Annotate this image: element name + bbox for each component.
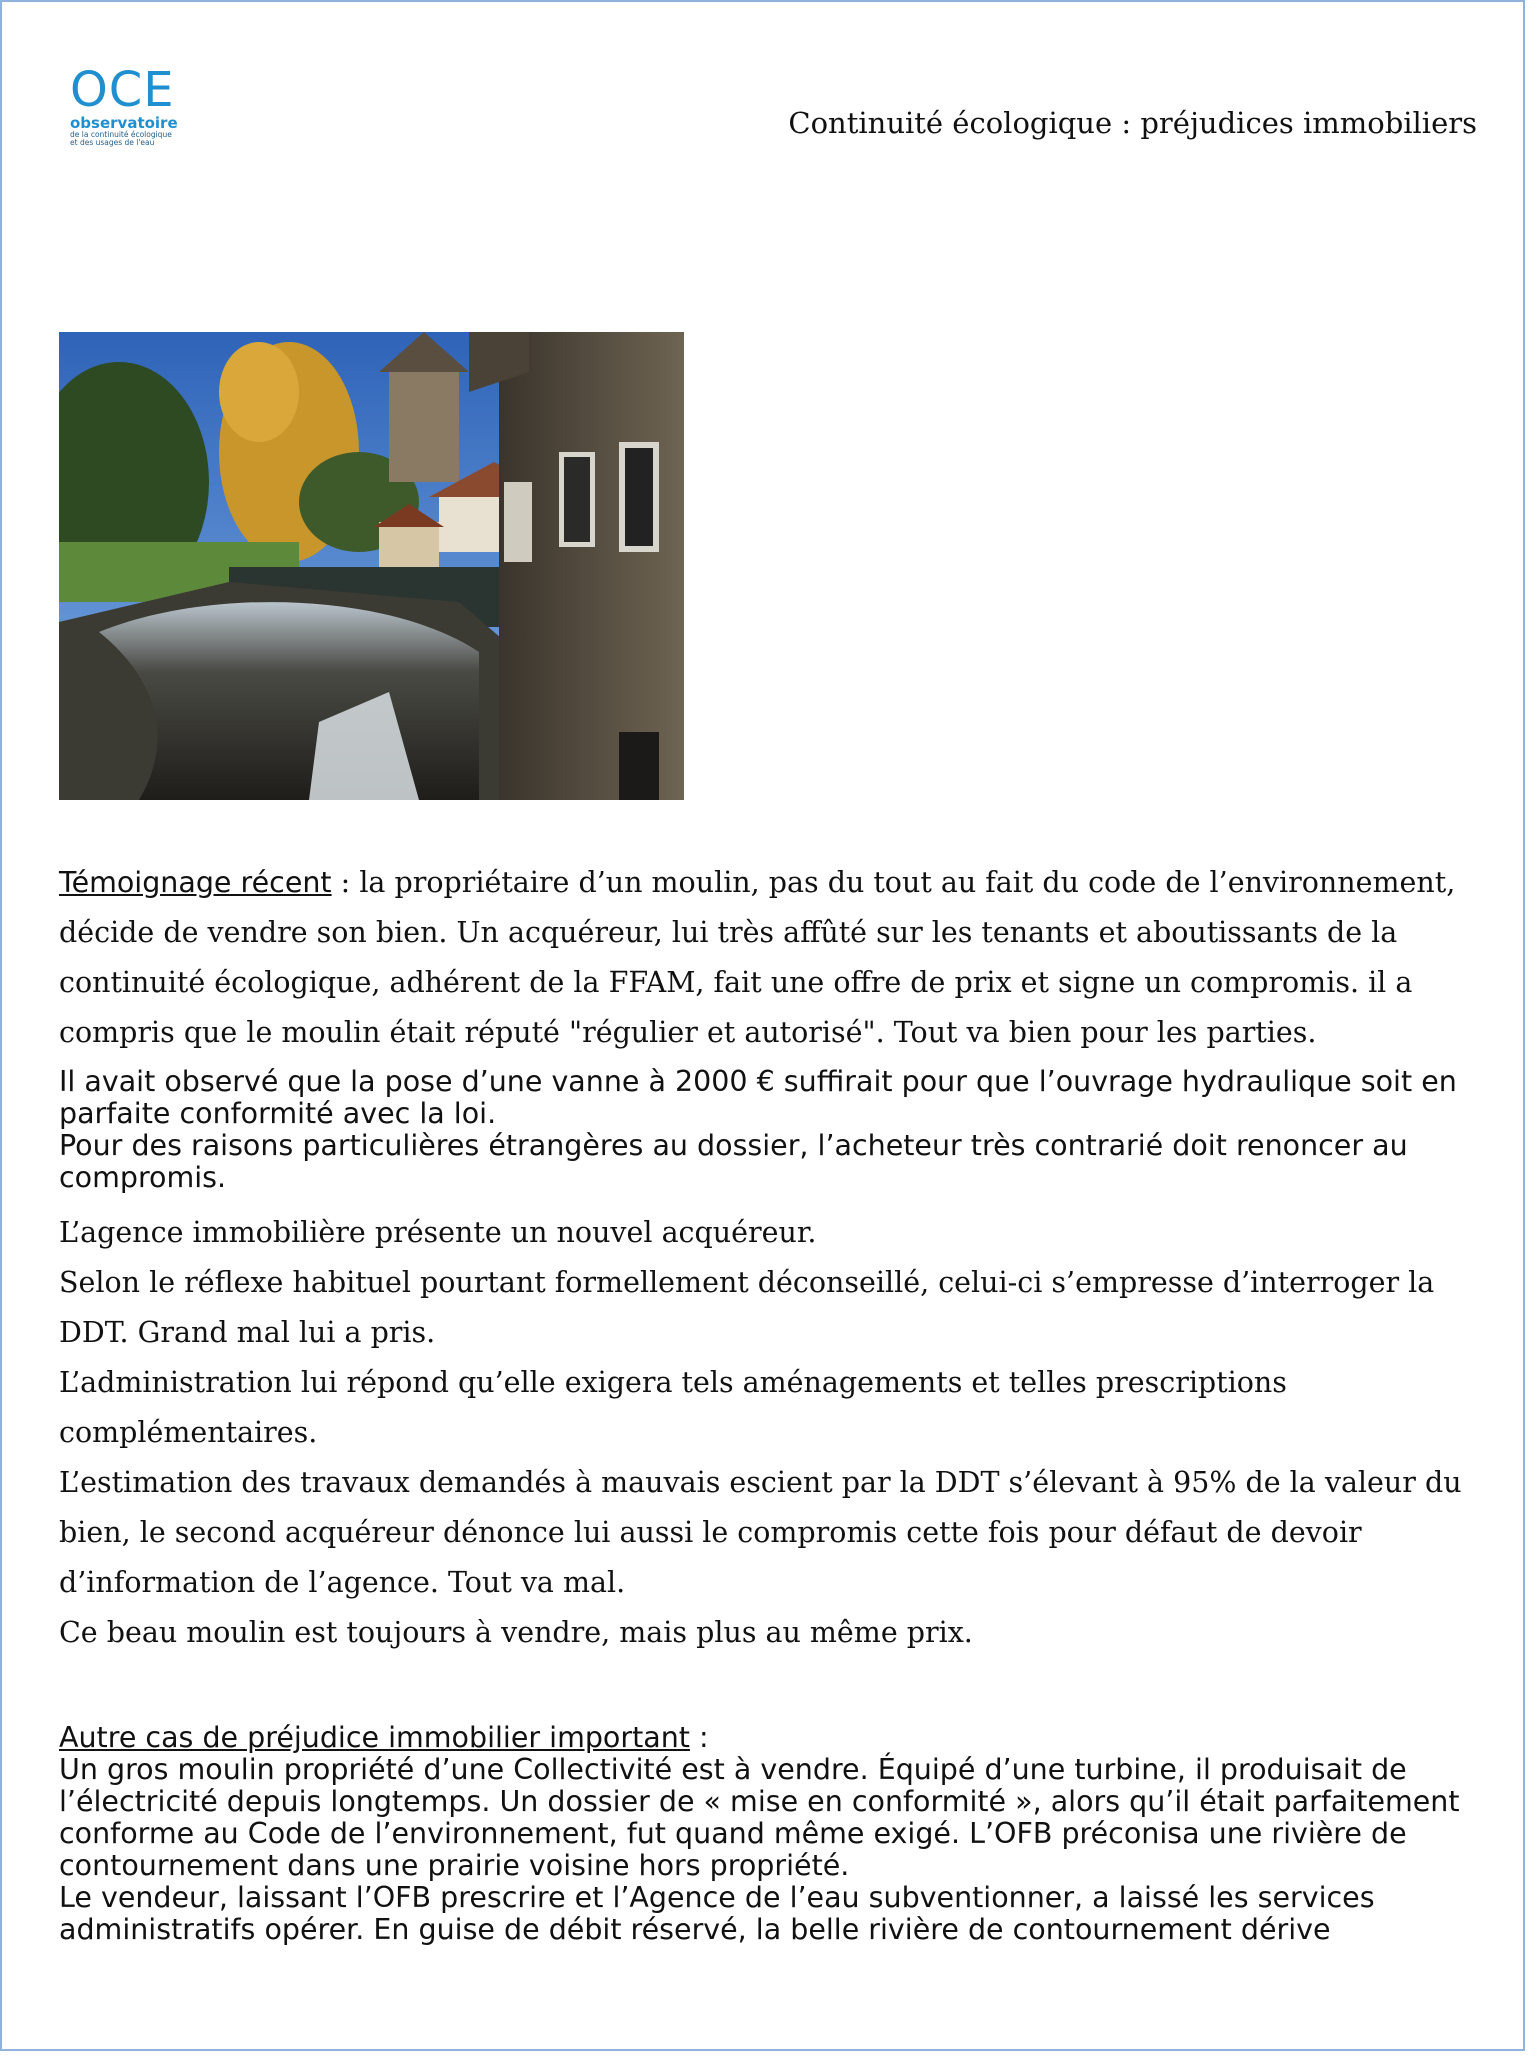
mill-weir-photo-icon bbox=[59, 332, 684, 800]
other-case-colon: : bbox=[689, 1721, 709, 1754]
testimony-label: Témoignage récent bbox=[59, 866, 332, 899]
oce-logo bbox=[70, 62, 190, 147]
page-title: Continuité écologique : préjudices immobiliers bbox=[788, 106, 1477, 140]
paragraph-line: L’agence immobilière présente un nouvel acquéreur. bbox=[59, 1216, 817, 1249]
paragraph-valve: Il avait observé que la pose d’une vanne à 2000 € suffirait pour que l’ouvrage hydraulique soit en parfaite conformité avec la loi. bbox=[59, 1065, 1457, 1130]
paragraph-other-case bbox=[59, 1722, 1479, 1754]
logo-text: OCE bbox=[70, 62, 175, 118]
mill-weir-photo bbox=[59, 332, 684, 800]
paragraph-line: L’estimation des travaux demandés à mauvais escient par la DDT s’élevant à 95% de la valeur du bien, le second acquéreur dénonce lui aussi le compromis cette fois pour défaut de devoir d’information de l’agence. Tout va mal. bbox=[59, 1466, 1462, 1599]
paragraph-line: Ce beau moulin est toujours à vendre, mais plus au même prix. bbox=[59, 1616, 973, 1649]
paragraph-line: Selon le réflexe habituel pourtant formellement déconseillé, celui-ci s’empresse d’interroger la DDT. Grand mal lui a pris. bbox=[59, 1266, 1435, 1349]
article-body bbox=[59, 858, 1479, 1946]
testimony-text: : la propriétaire d’un moulin, pas du tout au fait du code de l’environnement, décide de vendre son bien. Un acquéreur, lui très affûté sur les tenants et aboutissants de la continuité écologique, adhérent de la FFAM, fait une offre de prix et signe un compromis. il a compris que le moulin était réputé "régulier et autorisé". Tout va bien pour les parties. bbox=[59, 866, 1456, 1049]
paragraph-seller: Le vendeur, laissant l’OFB prescrire et l’Agence de l’eau subventionner, a laissé les services administratifs opérer. En guise de débit réservé, la belle rivière de contournement dérive bbox=[59, 1881, 1375, 1946]
paragraph-withdrawal: Pour des raisons particulières étrangères au dossier, l’acheteur très contrarié doit renoncer au compromis. bbox=[59, 1129, 1408, 1194]
paragraph-collectivity-mill: Un gros moulin propriété d’une Collectivité est à vendre. Équipé d’une turbine, il produisait de l’électricité depuis longtemps. Un dossier de « mise en conformité », alors qu’il était parfaitement conforme au Code de l’environnement, fut quand même exigé. L’OFB préconisa une rivière de contournement dans une prairie voisine hors propriété. bbox=[59, 1753, 1460, 1882]
other-case-label: Autre cas de préjudice immobilier important bbox=[59, 1721, 690, 1754]
logo-subtitle: observatoire bbox=[70, 114, 178, 132]
logo-tagline: de la continuité écologique et des usages de l'eau bbox=[70, 130, 172, 147]
paragraph-line: L’administration lui répond qu’elle exigera tels aménagements et telles prescriptions complémentaires. bbox=[59, 1366, 1287, 1449]
paragraph-testimony bbox=[59, 858, 1479, 1058]
